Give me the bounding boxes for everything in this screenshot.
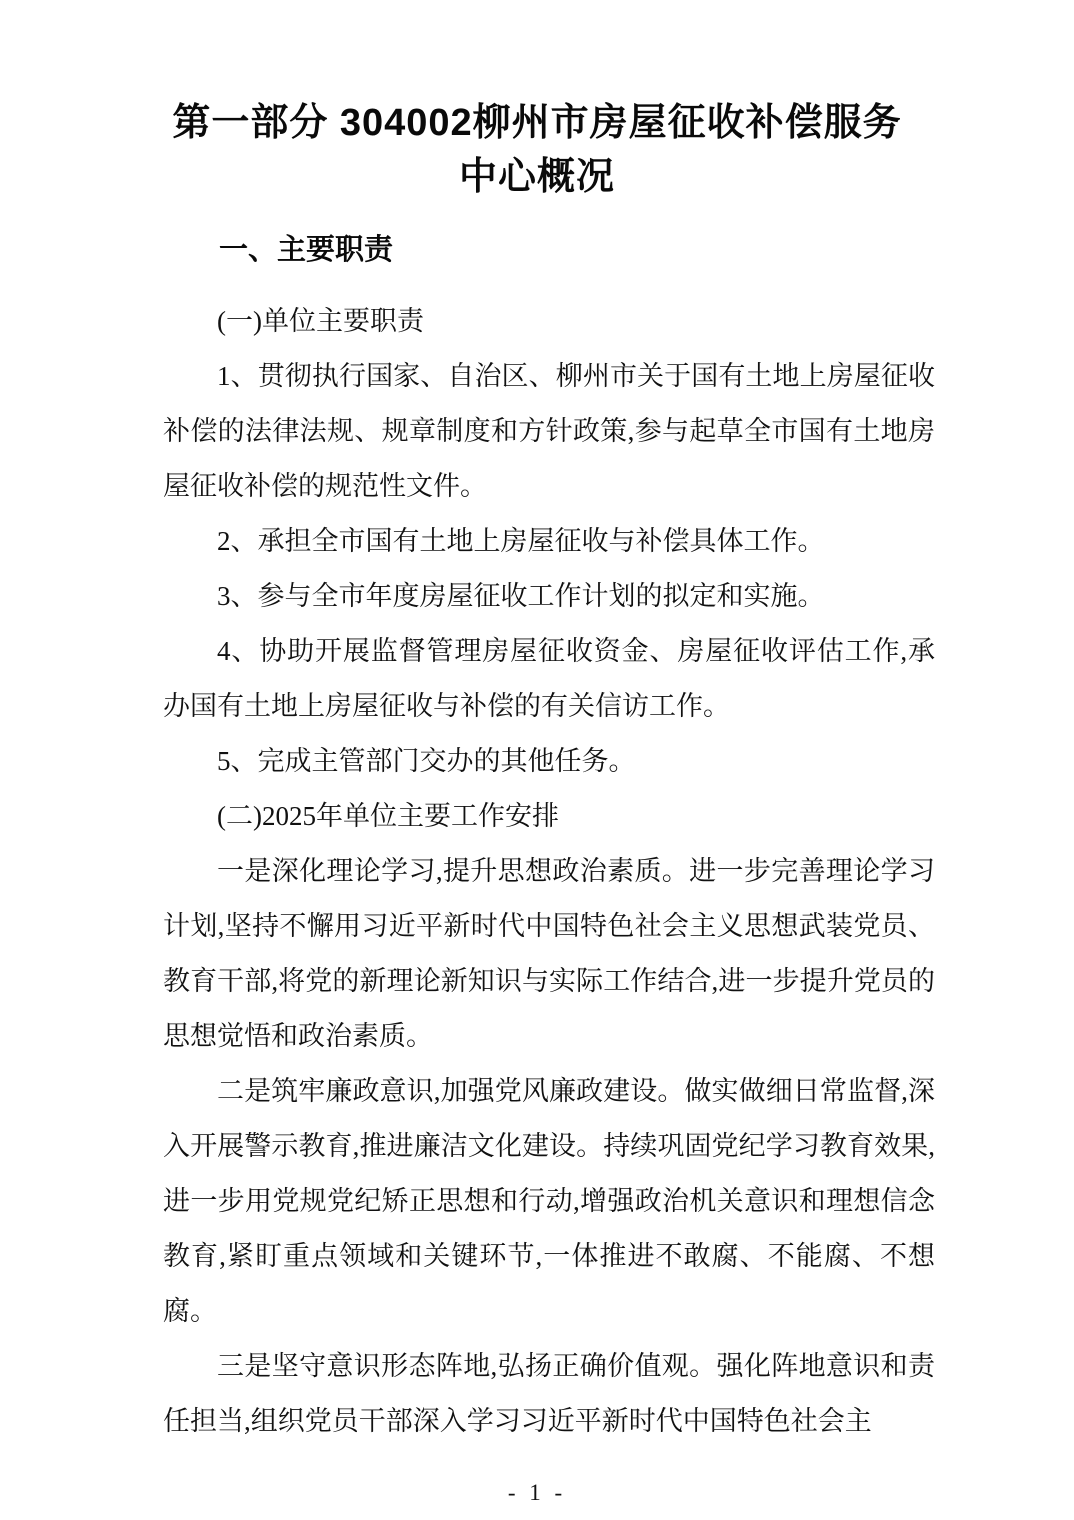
paragraph-duty-2: 2、承担全市国有土地上房屋征收与补偿具体工作。: [217, 526, 825, 556]
subheading-unit-duties: (一)单位主要职责: [217, 306, 424, 336]
document-title: [87, 96, 987, 204]
paragraph-duty-5: 5、完成主管部门交办的其他任务。: [217, 746, 636, 776]
document-body: [163, 294, 935, 1449]
document-title-line-2: 中心概况: [458, 156, 615, 198]
document-title-line-1: 第一部分 304002柳州市房屋征收补偿服务: [172, 102, 902, 144]
section-heading-main-duties: 一、主要职责: [219, 234, 394, 266]
paragraph-duty-1: 1、贯彻执行国家、自治区、柳州市关于国有土地上房屋征收补偿的法律法规、规章制度和方针政策,参与起草全市国有土地房屋征收补偿的规范性文件。: [163, 361, 935, 501]
subheading-2025-work-plan: (二)2025年单位主要工作安排: [217, 801, 559, 831]
paragraph-duty-4: 4、协助开展监督管理房屋征收资金、房屋征收评估工作,承办国有土地上房屋征收与补偿的有关信访工作。: [163, 636, 935, 721]
paragraph-work-plan-1: 一是深化理论学习,提升思想政治素质。进一步完善理论学习计划,坚持不懈用习近平新时代中国特色社会主义思想武装党员、教育干部,将党的新理论新知识与实际工作结合,进一步提升党员的思想觉悟和政治素质。: [163, 856, 935, 1051]
paragraph-work-plan-2: 二是筑牢廉政意识,加强党风廉政建设。做实做细日常监督,深入开展警示教育,推进廉洁文化建设。持续巩固党纪学习教育效果,进一步用党规党纪矫正思想和行动,增强政治机关意识和理想信念教育,紧盯重点领域和关键环节,一体推进不敢腐、不能腐、不想腐。: [163, 1076, 935, 1326]
paragraph-duty-3: 3、参与全市年度房屋征收工作计划的拟定和实施。: [217, 581, 825, 611]
paragraph-work-plan-3: 三是坚守意识形态阵地,弘扬正确价值观。强化阵地意识和责任担当,组织党员干部深入学习习近平新时代中国特色社会主: [163, 1351, 935, 1436]
page-number: - 1 -: [507, 1480, 567, 1505]
